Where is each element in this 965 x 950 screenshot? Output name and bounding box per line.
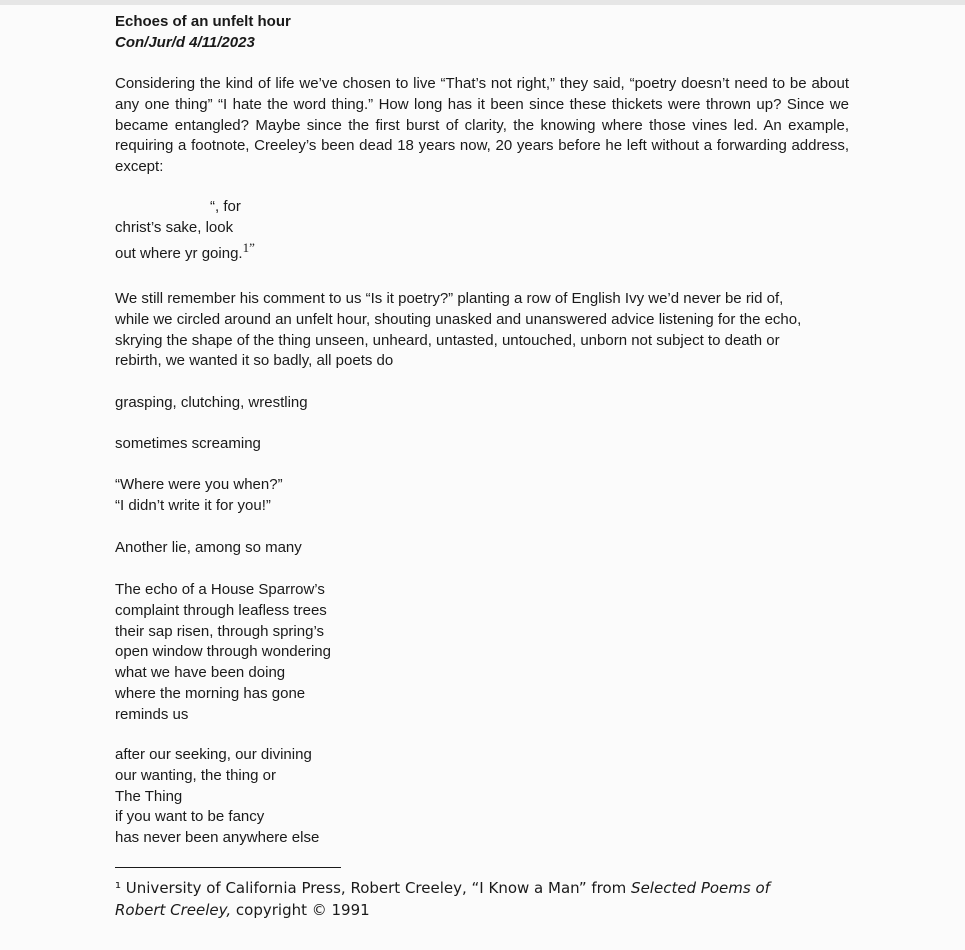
footnote-separator xyxy=(115,867,341,868)
footnote-reference-number: 1 xyxy=(242,239,250,255)
line-screaming: sometimes screaming xyxy=(115,435,261,452)
stanza-line: after our seeking, our divining xyxy=(115,746,312,763)
stanza-line: open window through wondering xyxy=(115,643,331,661)
dialogue xyxy=(115,475,283,517)
poem-subtitle: Con/Jur/d 4/11/2023 xyxy=(115,34,255,51)
stanza-line: The echo of a House Sparrow’s xyxy=(115,581,325,598)
stanza-line: where the morning has gone xyxy=(115,684,306,702)
footnote-reference xyxy=(243,240,255,255)
stanza-line: complaint through leafless trees xyxy=(115,601,327,619)
closing-quote-mark: ” xyxy=(249,239,255,255)
poem-title: Echoes of an unfelt hour xyxy=(115,13,291,30)
footnote-book-title: Selected Poems of Robert Creeley, xyxy=(115,879,770,919)
footnote-copyright: copyright © 1991 xyxy=(231,901,370,919)
stanza-line: reminds us xyxy=(115,705,189,723)
stanza-line: what we have been doing xyxy=(115,664,286,682)
document-page xyxy=(0,5,965,950)
opening-paragraph: Considering the kind of life we’ve chosen to live “That’s not right,” they said, “poetry doesn’t need to be about any one thing” “I hate the word thing.” How long has it been since these thickets were thrown up? Since we became entangled? Maybe since the first burst of clarity, the knowing where those vines led. An example, requiring a footnote, Creeley’s been dead 18 years now, 20 years before he left without a forwarding address, except: xyxy=(115,75,849,176)
dialogue-line: “I didn’t write it for you!” xyxy=(115,496,271,514)
stanza-final xyxy=(115,745,319,849)
stanza-line: The Thing xyxy=(115,787,183,805)
dialogue-line: “Where were you when?” xyxy=(115,476,283,493)
quote-line-3-text: out where yr going. xyxy=(115,244,243,262)
second-paragraph xyxy=(115,289,849,372)
line-another-lie: Another lie, among so many xyxy=(115,539,302,556)
footnote xyxy=(115,877,815,921)
stanza-line: has never been anywhere else xyxy=(115,829,320,847)
paragraph-line: while we circled around an unfelt hour, shouting unasked and unanswered advice listening for the echo, xyxy=(115,310,802,328)
quote-line-2: christ’s sake, look xyxy=(115,218,234,236)
paragraph-line: We still remember his comment to us “Is it poetry?” planting a row of English Ivy we’d never be rid of, xyxy=(115,290,784,307)
quote-line-1: “, for xyxy=(210,198,241,215)
quote-line-3 xyxy=(115,239,255,265)
creeley-quote xyxy=(115,197,255,264)
paragraph-line: rebirth, we wanted it so badly, all poets do xyxy=(115,352,394,370)
stanza-line: their sap risen, through spring’s xyxy=(115,622,325,640)
footnote-text: University of California Press, Robert Creeley, “I Know a Man” from xyxy=(121,879,632,897)
paragraph-line: skrying the shape of the thing unseen, unheard, untasted, untouched, unborn not subject to death or xyxy=(115,331,780,349)
line-grasping: grasping, clutching, wrestling xyxy=(115,394,308,411)
stanza-line: if you want to be fancy xyxy=(115,808,265,826)
footnote-marker: ¹ xyxy=(115,879,122,897)
stanza-line: our wanting, the thing or xyxy=(115,766,276,784)
stanza-sparrow xyxy=(115,580,331,726)
